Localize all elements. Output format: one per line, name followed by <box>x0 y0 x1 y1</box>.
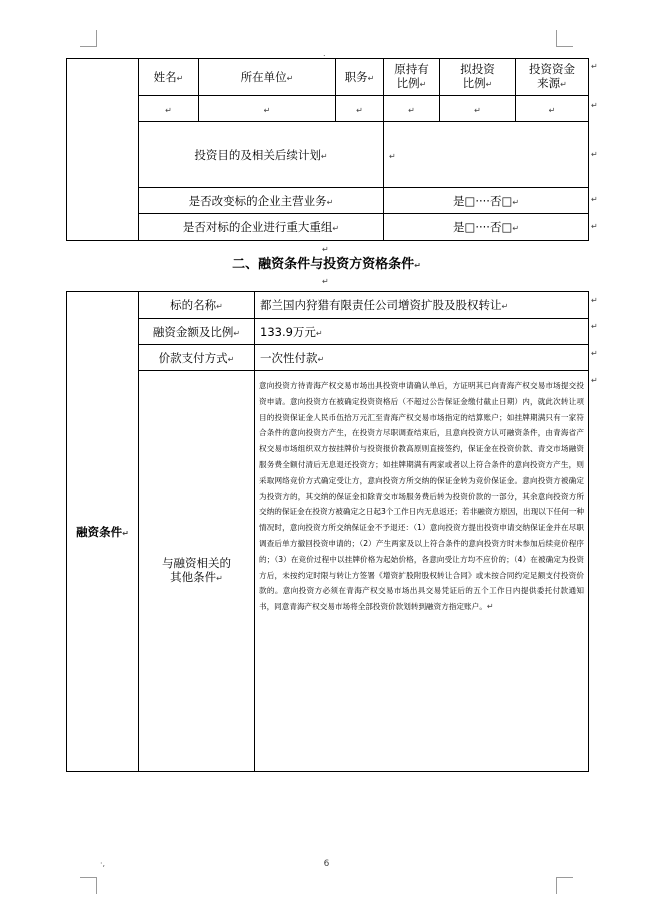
payment-value: 一次性付款↵ <box>255 345 589 371</box>
row-end-mark: ↵ <box>591 296 598 305</box>
payment-label: 价款支付方式↵ <box>139 345 255 371</box>
cell-name-empty: ↵ <box>139 96 199 122</box>
para-mark: ↵ <box>322 277 329 286</box>
row-end-mark: ↵ <box>591 62 598 71</box>
para-mark: ↵ <box>322 245 329 254</box>
row-end-mark: ↵ <box>591 322 598 331</box>
crop-mark-top-right <box>556 30 573 47</box>
restructure-value: 是□····否□↵ <box>384 214 589 241</box>
header-unit: 所在单位↵ <box>199 59 336 96</box>
header-position: 职务↵ <box>336 59 384 96</box>
target-name-label: 标的名称↵ <box>139 292 255 319</box>
crop-mark-top-left <box>80 30 97 47</box>
row-end-mark: ↵ <box>591 376 598 385</box>
header-fund-source: 投资资金 来源↵ <box>516 59 589 96</box>
change-business-value: 是□····否□↵ <box>384 188 589 214</box>
row-end-mark: ↵ <box>591 195 598 204</box>
amount-value: 133.9万元↵ <box>255 319 589 345</box>
financing-table <box>66 291 589 772</box>
other-conditions-label: 与融资相关的 其他条件↵ <box>139 371 255 772</box>
crop-mark-bottom-right <box>556 877 573 894</box>
row-end-mark: ↵ <box>591 101 598 110</box>
purpose-label: 投资目的及相关后续计划↵ <box>139 122 384 188</box>
cell-original-ratio-empty: ↵ <box>384 96 440 122</box>
financing-group-label: 融资条件↵ <box>67 292 139 772</box>
investor-table <box>66 58 589 241</box>
row-end-mark: ↵ <box>591 150 598 159</box>
other-conditions-value: 意向投资方待青海产权交易市场出具投资申请确认单后，方证明其已向青海产权交易市场提交投资申请。意向投资方在被确定投资资格后（不超过公告保证金缴付截止日期）内，就此次转让项目的投资保证金人民币伍拾万元汇至青海产权交易市场指定的结算账户；如挂牌期满只有一家符合条件的意向投资方产生，在投资方尽职调查结束后，且意向投资方认可融资条件，由青海省产权交易市场组织双方按挂牌价与投资报价教高原则直接签约，保证金在投资价款、青交市场融资服务费全额付清后无息退还投资方；如挂牌期满有两家或者以上符合条件的意向投资方产生，则采取网络竞价方式确定受让方，意向投资方所交纳的保证金转为竞价保证金。意向投资方被确定为投资方的，其交纳的保证金扣除青交市场服务费后转为投资价款的一部分，其余意向投资方所交纳的保证金在投资方被确定之日起3个工作日内无息返还；若非融资方原因，出现以下任何一种情况时，意向投资方所交纳保证金不予退还：（1）意向投资方提出投资申请交纳保证金并在尽职调查后单方撤回投资申请的；（2）产生两家及以上符合条件的意向投资方时未参加后续竞价程序的；（3）在竞价过程中以挂牌价格为起始价格，各意向受让方均不应价的；（4）在被确定为投资方后，未按约定时限与转让方签署《增资扩股附股权转让合同》或未按合同约定足额支付投资价款的。意向投资方必须在青海产权交易市场出具交易凭证后的五个工作日内提供委托付款通知书，同意青海产权交易市场将全部投资价款划转到融资方指定账户。↵ <box>255 371 589 772</box>
row-end-mark: ↵ <box>591 222 598 231</box>
cell-planned-ratio-empty: ↵ <box>440 96 516 122</box>
page-number: 6 <box>323 859 330 869</box>
section-title: 二、融资条件与投资方资格条件↵ <box>232 257 421 272</box>
bottom-dot-mark: ·, <box>100 859 106 868</box>
target-name-value: 都兰国内狩猎有限责任公司增资扩股及股权转让↵ <box>255 292 589 319</box>
cell-position-empty: ↵ <box>336 96 384 122</box>
cell-unit-empty: ↵ <box>199 96 336 122</box>
change-business-label: 是否改变标的企业主营业务↵ <box>139 188 384 214</box>
header-name: 姓名↵ <box>139 59 199 96</box>
crop-mark-bottom-left <box>80 877 97 894</box>
row-end-mark: ↵ <box>591 349 598 358</box>
restructure-label: 是否对标的企业进行重大重组↵ <box>139 214 384 241</box>
header-original-ratio: 原持有 比例↵ <box>384 59 440 96</box>
top-dot-mark: . <box>323 49 326 58</box>
purpose-value: ↵ <box>384 122 589 188</box>
header-planned-ratio: 拟投资 比例↵ <box>440 59 516 96</box>
amount-label: 融资金额及比例↵ <box>139 319 255 345</box>
investor-group-cell <box>67 59 139 241</box>
cell-fund-source-empty: ↵ <box>516 96 589 122</box>
